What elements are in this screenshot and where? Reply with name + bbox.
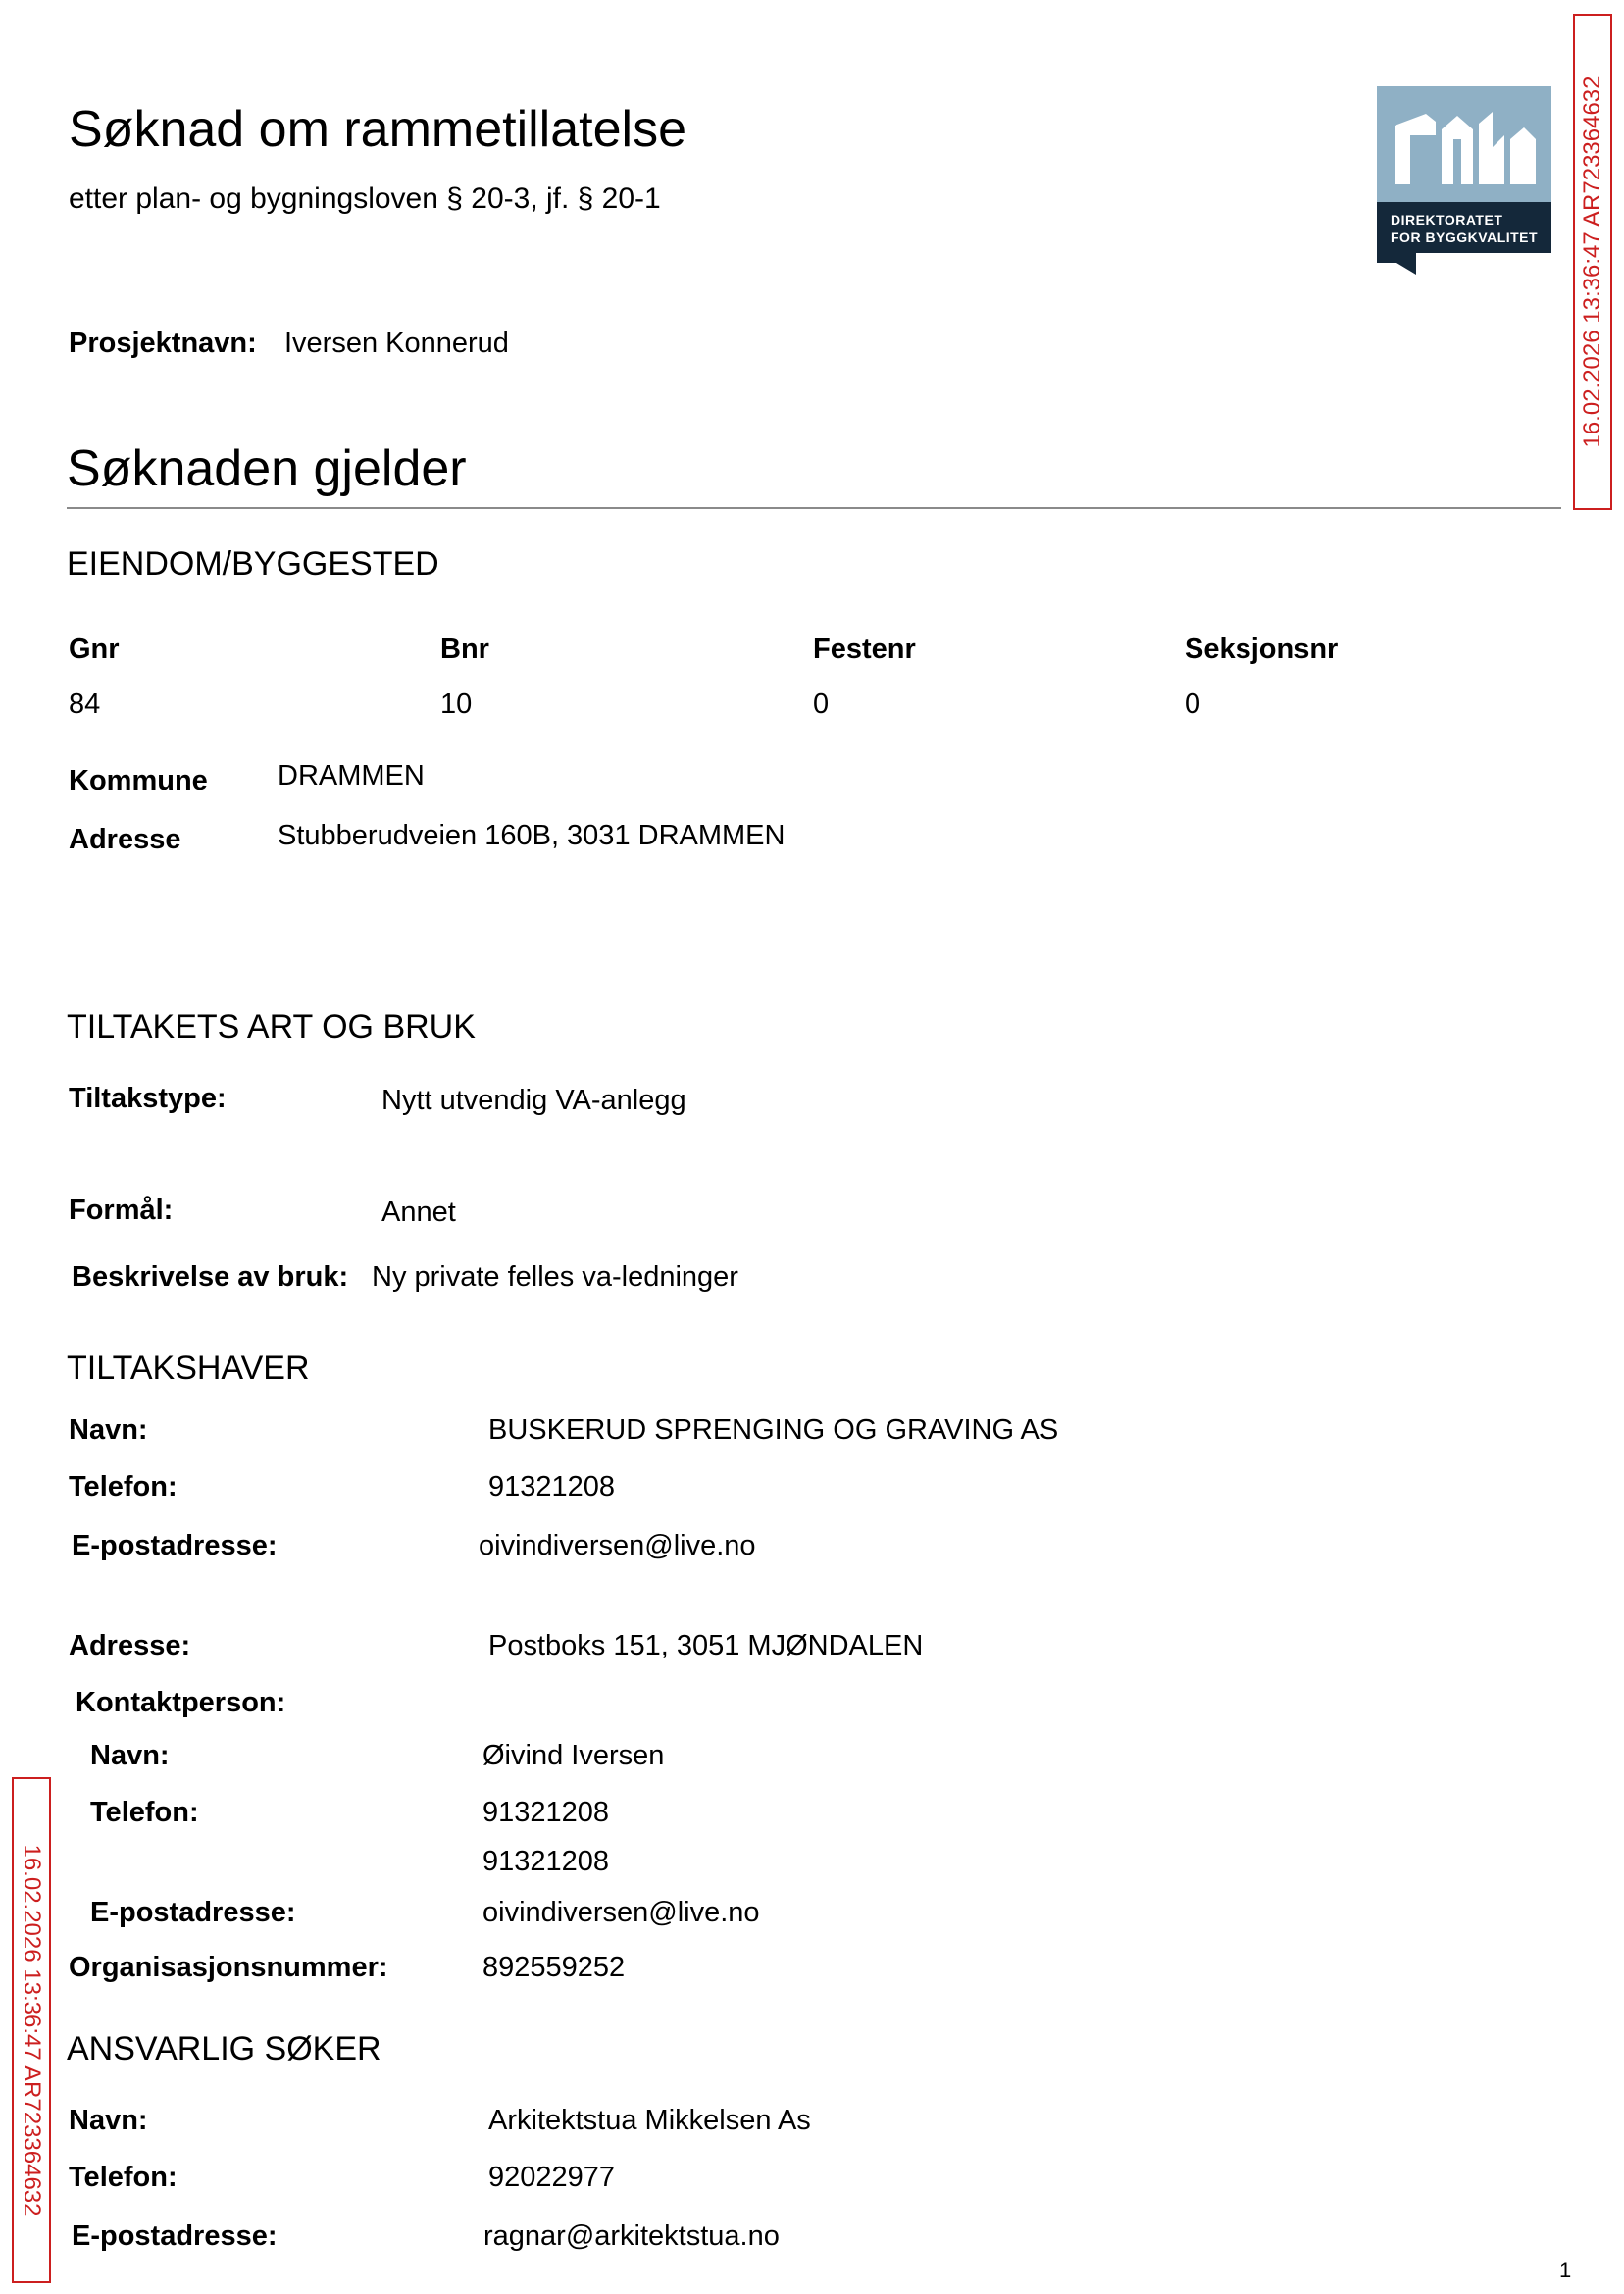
- kontakt-navn-value: Øivind Iversen: [482, 1740, 665, 1771]
- tiltakshaver-adresse-value: Postboks 151, 3051 MJØNDALEN: [488, 1630, 924, 1661]
- tiltakshaver-epost-value: oivindiversen@live.no: [479, 1530, 756, 1561]
- ansvarlig-epost-value: ragnar@arkitektstua.no: [483, 2220, 780, 2252]
- kontakt-telefon-value: 91321208: [482, 1797, 610, 1828]
- adresse-label: Adresse: [69, 824, 181, 855]
- document-title: Søknad om rammetillatelse: [69, 101, 686, 158]
- adresse-value: Stubberudveien 160B, 3031 DRAMMEN: [278, 820, 786, 851]
- tiltakstype-label: Tiltakstype:: [69, 1083, 227, 1114]
- orgnr-label: Organisasjonsnummer:: [69, 1952, 388, 1983]
- seksjonsnr-value: 0: [1185, 688, 1201, 720]
- tiltakshaver-heading: TILTAKSHAVER: [67, 1350, 310, 1387]
- kommune-value: DRAMMEN: [278, 760, 425, 791]
- page-number: 1: [1559, 2258, 1572, 2282]
- project-label: Prosjektnavn:: [69, 328, 257, 359]
- section-title: Søknaden gjelder: [67, 440, 467, 497]
- bruk-value: Ny private felles va-ledninger: [372, 1261, 738, 1293]
- logo-text-line1: DIREKTORATET: [1391, 212, 1503, 228]
- bnr-label: Bnr: [440, 634, 489, 665]
- kontakt-navn-label: Navn:: [90, 1740, 170, 1771]
- logo-text-line2: FOR BYGGKVALITET: [1391, 229, 1539, 245]
- orgnr-value: 892559252: [482, 1952, 626, 1983]
- ansvarlig-epost-label: E-postadresse:: [72, 2220, 278, 2252]
- ansvarlig-navn-value: Arkitektstua Mikkelsen As: [488, 2105, 811, 2136]
- section-divider: [67, 507, 1561, 509]
- ansvarlig-heading: ANSVARLIG SØKER: [67, 2030, 381, 2067]
- bnr-value: 10: [440, 688, 473, 720]
- tiltakstype-value: Nytt utvendig VA-anlegg: [381, 1085, 686, 1116]
- tiltakshaver-navn-value: BUSKERUD SPRENGING OG GRAVING AS: [488, 1414, 1059, 1446]
- timestamp-stamp-left-text: 16.02.2026 13:36:47 AR723364632: [19, 1844, 45, 2217]
- formal-label: Formål:: [69, 1195, 174, 1226]
- ansvarlig-telefon-value: 92022977: [488, 2162, 616, 2193]
- timestamp-stamp-left: [12, 1777, 51, 2283]
- tiltakshaver-adresse-label: Adresse:: [69, 1630, 191, 1661]
- kontakt-epost-value: oivindiversen@live.no: [482, 1897, 760, 1928]
- kontaktperson-label: Kontaktperson:: [76, 1687, 286, 1718]
- formal-value: Annet: [381, 1197, 456, 1228]
- festenr-value: 0: [813, 688, 830, 720]
- kommune-label: Kommune: [69, 765, 208, 796]
- kontakt-epost-label: E-postadresse:: [90, 1897, 296, 1928]
- gnr-value: 84: [69, 688, 101, 720]
- document-subtitle: etter plan- og bygningsloven § 20-3, jf. § 20-1: [69, 182, 661, 215]
- kontakt-telefon-value-2: 91321208: [482, 1846, 610, 1877]
- dibk-logo: [1377, 86, 1551, 275]
- dibk-logo-icon: [1377, 86, 1551, 275]
- bruk-label: Beskrivelse av bruk:: [72, 1261, 349, 1293]
- kontakt-telefon-label: Telefon:: [90, 1797, 199, 1828]
- tiltak-heading: TILTAKETS ART OG BRUK: [67, 1008, 476, 1045]
- tiltakshaver-telefon-value: 91321208: [488, 1471, 616, 1503]
- project-value: Iversen Konnerud: [284, 328, 509, 359]
- gnr-label: Gnr: [69, 634, 120, 665]
- tiltakshaver-navn-label: Navn:: [69, 1414, 148, 1446]
- property-heading: EIENDOM/BYGGESTED: [67, 545, 439, 583]
- ansvarlig-navn-label: Navn:: [69, 2105, 148, 2136]
- timestamp-stamp-top-text: 16.02.2026 13:36:47 AR723364632: [1579, 76, 1605, 448]
- tiltakshaver-epost-label: E-postadresse:: [72, 1530, 278, 1561]
- festenr-label: Festenr: [813, 634, 916, 665]
- timestamp-stamp-top: [1573, 14, 1612, 510]
- seksjonsnr-label: Seksjonsnr: [1185, 634, 1339, 665]
- tiltakshaver-telefon-label: Telefon:: [69, 1471, 178, 1503]
- ansvarlig-telefon-label: Telefon:: [69, 2162, 178, 2193]
